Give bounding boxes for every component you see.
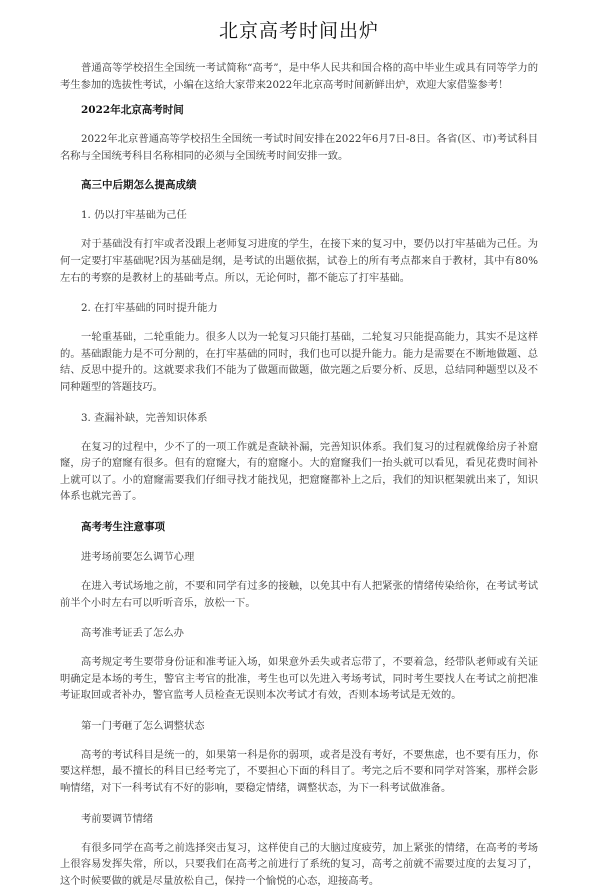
intro-paragraph: 普通高等学校招生全国统一考试简称“高考”，是中华人民共和国合格的高中毕业生或具有同等学力的考生参加的选拔性考试，小编在这给大家带来2022年北京高考时间新鲜出炉，欢迎大家借鉴参考！ xyxy=(60,62,538,91)
paragraph-emotions: 有很多同学在高考之前选择突击复习，这样使自己的大脑过度疲劳，加上紧张的情绪，在高考的考场上很容易发挥失常，所以，只要我们在高考之前进行了系统的复习，高考之前就不需要过度的去复习了，这个时候要做的就是尽量放松自己，保持一个愉悦的心态，迎接高考。 xyxy=(60,841,538,887)
paragraph-first-exam: 高考的考试科目是统一的，如果第一科是你的弱项，或者是没有考好，不要焦虑，也不要有压力，你要这样想，最不擅长的科目已经考完了，不要担心下面的科目了。考完之后不要和同学对答案，那样会影响情绪，对下一科考试有不好的影响，要稳定情绪，调整状态，为下一科考试做准备。 xyxy=(60,748,538,795)
exam-time-paragraph: 2022年北京普通高等学校招生全国统一考试时间安排在2022年6月7日-8日。各省(区、市)考试科目名称与全国统考科目名称相同的必须与全国统考时间安排一致。 xyxy=(60,133,538,162)
paragraph-foundation: 对于基础没有打牢或者没跟上老师复习进度的学生，在接下来的复习中，要仍以打牢基础为己任。为何一定要打牢基础呢?因为基础是纲，是考试的出题依据，试卷上的所有考点都来自于教材，其中有80%左右的考察的是教材上的基础考点。所以，无论何时，都不能忘了打牢基础。 xyxy=(60,238,538,284)
section-heading-improve-scores: 高三中后期怎么提高成绩 xyxy=(81,179,197,192)
subheading-lost-ticket: 高考准考证丢了怎么办 xyxy=(81,627,184,640)
page-title: 北京高考时间出炉 xyxy=(218,20,379,42)
paragraph-knowledge-system: 在复习的过程中，少不了的一项工作就是查缺补漏，完善知识体系。我们复习的过程就像给房子补窟窿，房子的窟窿有很多。但有的窟窿大，有的窟窿小。大的窟窿我们一抬头就可以看见，看见花费时间补上就可以了。小的窟窿需要我们仔细寻找才能找见，把窟窿都补上之后，我们的知识框架就出来了，知识体系也就完善了。 xyxy=(60,440,538,503)
paragraph-lost-ticket: 高考规定考生要带身份证和准考证入场，如果意外丢失或者忘带了，不要着急，经带队老师或有关证明确定是本场的考生，警官主考官的批准，考生也可以先进入考场考试，同时考生要找人在考试之前把准考证取回或者补办，警官监考人员检查无误则本次考试才有效，否则本场考试是无效的。 xyxy=(60,656,538,702)
section-heading-exam-time: 2022年北京高考时间 xyxy=(81,104,184,117)
subheading-foundation: 1. 仍以打牢基础为己任 xyxy=(81,209,187,222)
paragraph-ability: 一轮重基础，二轮重能力。很多人以为一轮复习只能打基础，二轮复习只能提高能力，其实不是这样的。基础跟能力是不可分割的，在打牢基础的同时，我们也可以提升能力。能力是需要在不断地做题、总结、反思中提升的。这就要求我们不能为了做题而做题，做完题之后要分析、反思，总结同种题型以及不同种题型的答题技巧。 xyxy=(60,331,538,393)
subheading-mindset: 进考场前要怎么调节心理 xyxy=(81,550,195,563)
subheading-first-exam: 第一门考砸了怎么调整状态 xyxy=(81,719,205,732)
section-heading-notes: 高考考生注意事项 xyxy=(81,520,165,533)
subheading-emotions: 考前要调节情绪 xyxy=(81,812,154,825)
subheading-knowledge-system: 3. 查漏补缺，完善知识体系 xyxy=(81,411,208,424)
paragraph-mindset: 在进入考试场地之前，不要和同学有过多的接触，以免其中有人把紧张的情绪传染给你，在考试考试前半个小时左右可以听听音乐，放松一下。 xyxy=(60,579,538,609)
subheading-ability: 2. 在打牢基础的同时提升能力 xyxy=(81,302,218,315)
